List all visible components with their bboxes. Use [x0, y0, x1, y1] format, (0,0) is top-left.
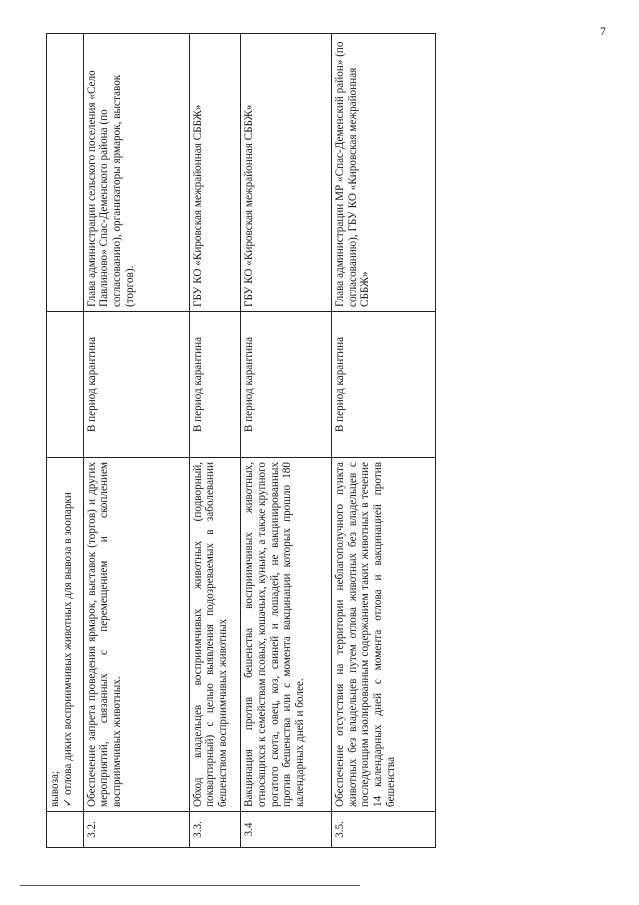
row-number — [47, 812, 84, 848]
row-description: Вакцинация против бешенства восприимчивых животных, относящихся к семействам псовых, кошачьих, куньих, а также крупного рогатого скота, овец, коз, свиней и лошадей, не вакцинированных против бешенства или с момента вакцинации которых прошло 180 календарных дней и более. — [241, 458, 332, 812]
row-number: 3.3. — [189, 812, 241, 848]
page-number: 7 — [600, 24, 606, 38]
row-responsible: Глава администрации МР «Спас-Деменский район» (по согласованию), ГБУ КО «Кировская межрайонная СББЖ» — [332, 34, 436, 312]
row-number: 3.5. — [332, 812, 436, 848]
table-row — [332, 34, 436, 848]
row-description — [47, 458, 84, 812]
check-icon: ✓ — [61, 797, 74, 807]
row-term: В период карантина — [189, 312, 241, 458]
table-row — [47, 34, 84, 848]
row-number: 3.4 — [241, 812, 332, 848]
rotated-table-wrapper — [46, 34, 436, 848]
row-term — [47, 312, 84, 458]
desc-line: вывоза; — [49, 770, 61, 807]
row-responsible: ГБУ КО «Кировская межрайонная СББЖ» — [241, 34, 332, 312]
row-description: Обход владельцев восприимчивых животных (подворный, поквартирный) с целью выявления подозреваемых в заболевании бешенством восприимчивых животных — [189, 458, 241, 812]
desc-line-bullet — [62, 462, 75, 807]
row-term: В период карантина — [241, 312, 332, 458]
table-row — [241, 34, 332, 848]
row-responsible: Глава администрации сельского поселения «Село Павлиново» Спас-Деменского района (по согласованию), организаторы ярмарок, выставок (торгов). — [83, 34, 189, 312]
row-term: В период карантина — [332, 312, 436, 458]
bottom-rule — [20, 885, 360, 886]
desc-line: отлова диких восприимчивых животных для вывоза в зоопарки — [61, 492, 74, 795]
table-row — [189, 34, 241, 848]
row-term: В период карантина — [83, 312, 189, 458]
table-row — [83, 34, 189, 848]
row-responsible — [47, 34, 84, 312]
row-description: Обеспечение запрета проведения ярмарок, выставок (торгов) и других мероприятий, связанных с перемещением и скоплением восприимчивых животных. — [83, 458, 189, 812]
row-responsible: ГБУ КО «Кировская межрайонная СББЖ» — [189, 34, 241, 312]
row-number: 3.2. — [83, 812, 189, 848]
row-description: Обеспечение отсутствия на территории неблагополучного пункта животных без владельцев путем отлова животных без владельцев с последующим изолированным содержанием таких животных в течение 14 календарных дней с момента отлова и вакцинацией против бешенства — [332, 458, 436, 812]
measures-table — [46, 33, 436, 848]
